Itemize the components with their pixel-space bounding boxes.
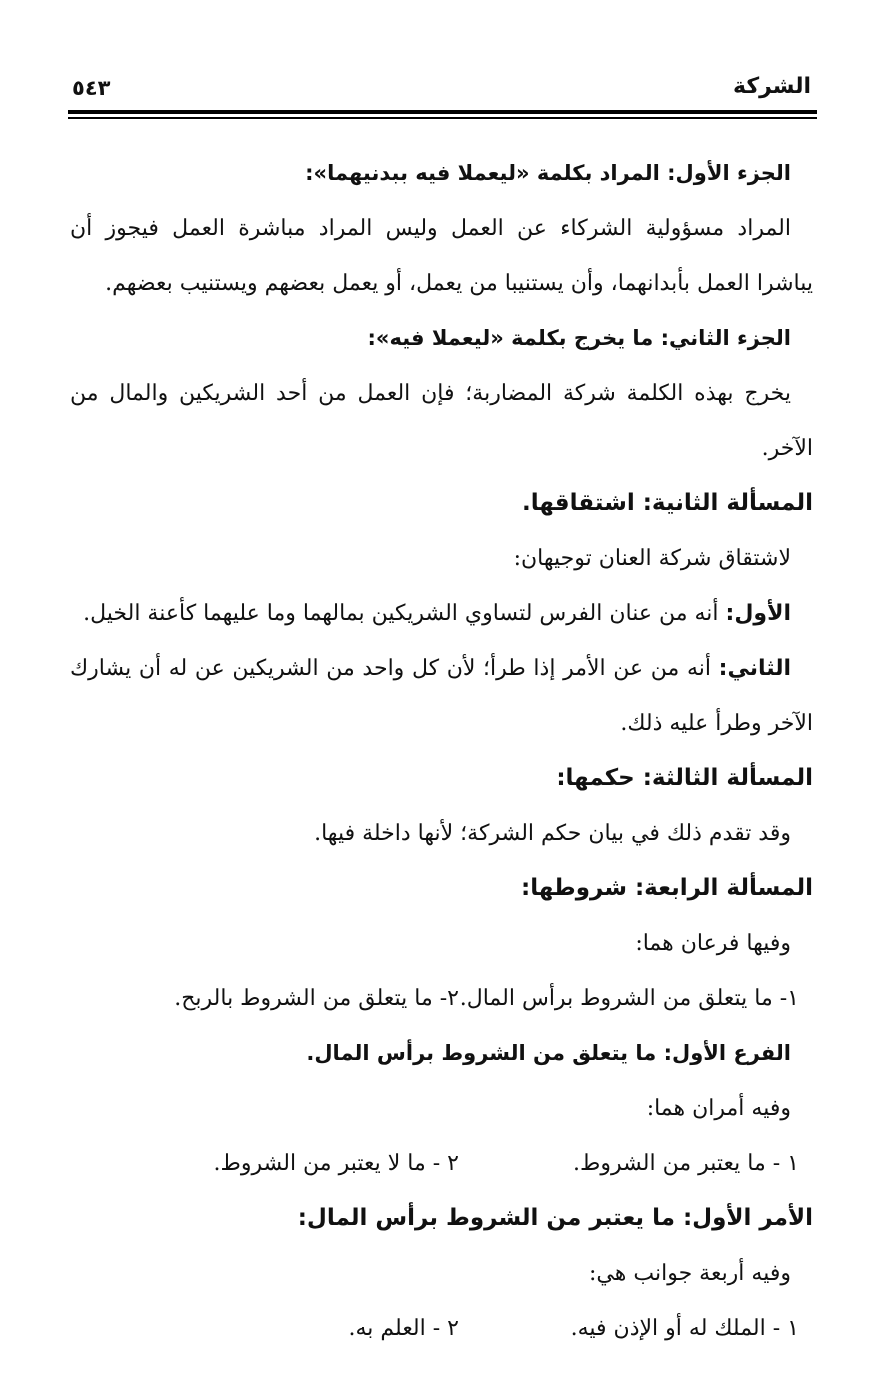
first-text: أنه من عنان الفرس لتساوي الشريكين بمالهما وما عليهما كأعنة الخيل. (83, 601, 726, 626)
page-header (68, 66, 817, 110)
header-rule-thin (68, 117, 817, 119)
question2-second (70, 641, 813, 751)
matter1-intro: وفيه أربعة جوانب هي: (589, 1261, 791, 1286)
question3-heading: المسألة الثالثة: حكمها: (556, 765, 813, 791)
branch1-items (70, 1136, 813, 1191)
part1-heading: الجزء الأول: المراد بكلمة «ليعملا فيه ببدنيهما»: (305, 161, 791, 185)
part1-text: المراد مسؤولية الشركاء عن العمل وليس المراد مباشرة العمل فيجوز أن يباشرا العمل بأبدانهما، وأن يستنيبا من يعمل، أو يعمل بعضهم ويستنيب بعضهم. (70, 216, 813, 296)
second-text: أنه من عن الأمر إذا طرأ؛ لأن كل واحد من الشريكين عن له أن يشارك الآخر وطرأ عليه ذلك. (70, 656, 813, 736)
part2-heading: الجزء الثاني: ما يخرج بكلمة «ليعملا فيه»: (367, 326, 791, 350)
branch1-item-1: ١ - ما يعتبر من الشروط. (573, 1151, 799, 1176)
question2-heading: المسألة الثانية: اشتقاقها. (522, 490, 813, 516)
page-body (70, 146, 813, 1356)
branch1-heading: الفرع الأول: ما يتعلق من الشروط برأس المال. (306, 1041, 791, 1065)
matter1-items (70, 1301, 813, 1356)
matter1-heading: الأمر الأول: ما يعتبر من الشروط برأس المال: (297, 1205, 813, 1231)
matter1-item-2: ٢ - العلم به. (348, 1316, 459, 1341)
branch1-item-2: ٢ - ما لا يعتبر من الشروط. (213, 1151, 459, 1176)
question4-intro: وفيها فرعان هما: (635, 931, 791, 956)
question4-heading: المسألة الرابعة: شروطها: (521, 875, 813, 901)
question3-text: وقد تقدم ذلك في بيان حكم الشركة؛ لأنها داخلة فيها. (314, 821, 791, 846)
matter1-item-1: ١ - الملك له أو الإذن فيه. (570, 1316, 799, 1341)
header-rule-thick (68, 110, 817, 114)
question4-items (70, 971, 813, 1026)
question2-intro: لاشتقاق شركة العنان توجيهان: (513, 546, 791, 571)
second-lead: الثاني: (718, 656, 791, 681)
page-number: ٥٤٣ (72, 76, 111, 100)
running-title: الشركة (732, 74, 811, 99)
first-lead: الأول: (725, 601, 791, 626)
branch1-intro: وفيه أمران هما: (646, 1096, 791, 1121)
question4-item-1: ١- ما يتعلق من الشروط برأس المال. (459, 986, 799, 1011)
part2-text: يخرج بهذه الكلمة شركة المضاربة؛ فإن العمل من أحد الشريكين والمال من الآخر. (70, 381, 813, 461)
question4-item-2: ٢- ما يتعلق من الشروط بالربح. (174, 986, 459, 1011)
question2-first (70, 586, 813, 641)
